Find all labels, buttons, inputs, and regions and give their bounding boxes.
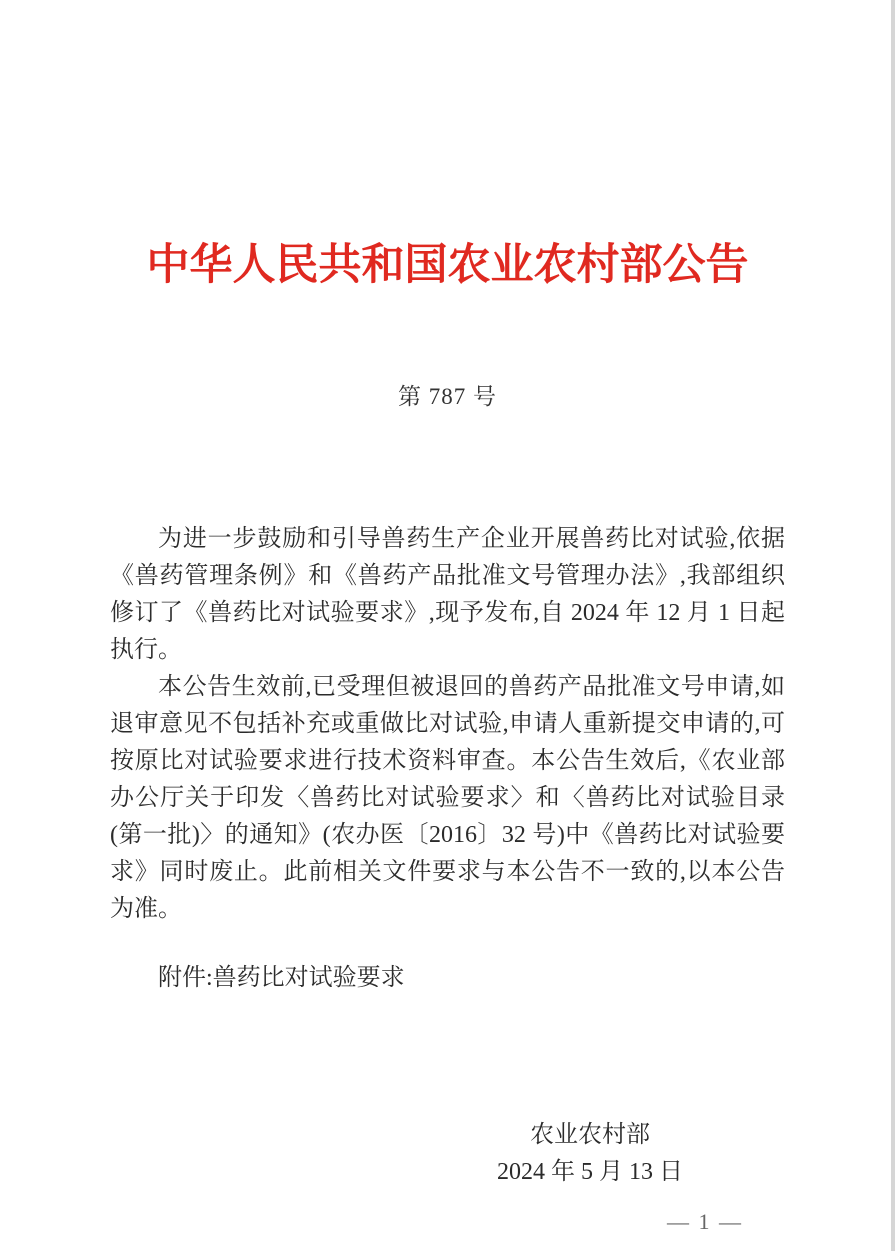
page-number: — 1 — [667, 1209, 743, 1234]
page-edge-shadow [891, 0, 895, 1251]
announcement-title: 中华人民共和国农业农村部公告 [146, 242, 749, 289]
announcement-body [110, 521, 785, 928]
body-paragraph-2: 本公告生效前,已受理但被退回的兽药产品批准文号申请,如退审意见不包括补充或重做比对试验,申请人重新提交申请的,可按原比对试验要求进行技术资料审查。本公告生效后,《农业部办公厅关于印发〈兽药比对试验要求〉和〈兽药比对试验目录(第一批)〉的通知》(农办医〔2016〕32 号)中《兽药比对试验要求》同时废止。此前相关文件要求与本公告不一致的,以本公告为准。 [110, 674, 785, 922]
doc-number: 第 787 号 [398, 384, 497, 409]
body-paragraph-1: 为进一步鼓励和引导兽药生产企业开展兽药比对试验,依据《兽药管理条例》和《兽药产品批准文号管理办法》,我部组织修订了《兽药比对试验要求》,现予发布,自 2024 年 12 月 1 日起执行。 [110, 526, 785, 663]
signature-org: 农业农村部 [530, 1122, 650, 1148]
signature-date: 2024 年 5 月 13 日 [497, 1159, 683, 1185]
attachment-line: 附件:兽药比对试验要求 [158, 965, 405, 991]
signature-block [400, 1117, 780, 1191]
